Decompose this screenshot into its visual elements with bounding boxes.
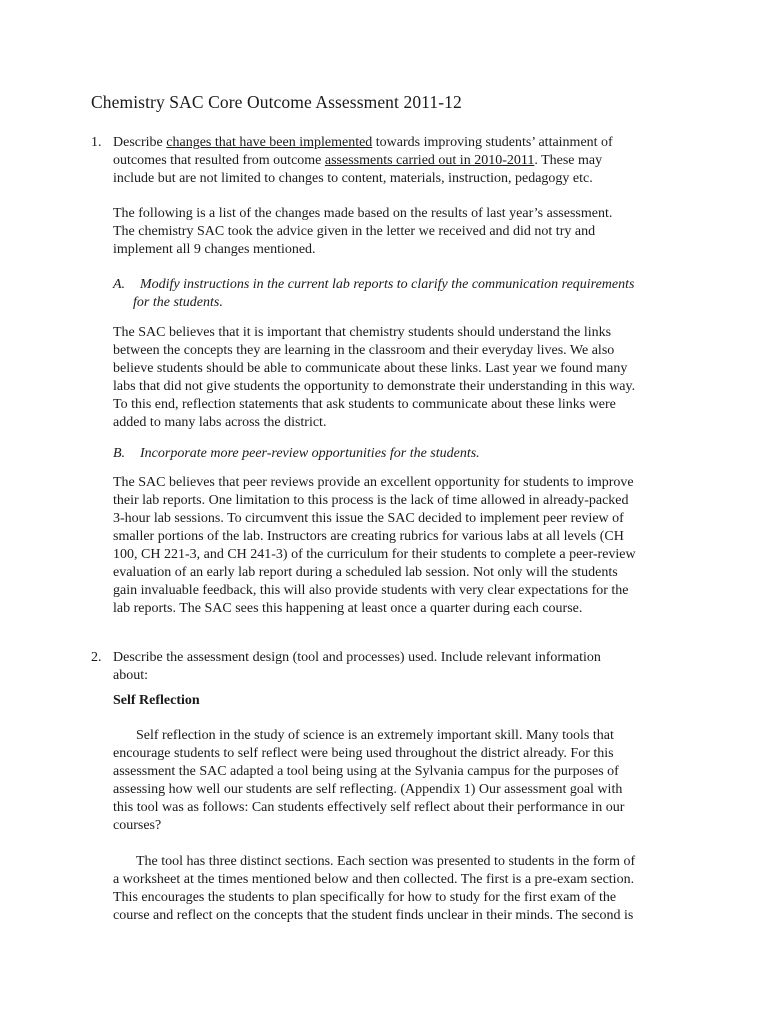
paragraph-b bbox=[113, 474, 636, 618]
question-2-text bbox=[113, 649, 601, 685]
text-line: The SAC believes that peer reviews provide an excellent opportunity for students to improve bbox=[113, 475, 634, 490]
question-2-number: 2. bbox=[91, 650, 102, 665]
paragraph-d bbox=[113, 853, 635, 925]
text-line: The following is a list of the changes made based on the results of last year’s assessment. bbox=[113, 206, 613, 221]
text-span: Describe bbox=[113, 135, 167, 150]
text-line: Self reflection in the study of science is an extremely important skill. Many tools that bbox=[136, 728, 614, 743]
text-line: labs that did not give students the opportunity to demonstrate their understanding in this way. bbox=[113, 379, 636, 394]
text-line: assessment the SAC adapted a tool being using at the Sylvania campus for the purposes of bbox=[113, 764, 619, 779]
text-line: include but are not limited to changes to content, materials, instruction, pedagogy etc. bbox=[113, 171, 593, 186]
text-line: course and reflect on the concepts that the student finds unclear in their minds. The second is bbox=[113, 908, 634, 923]
question-1-text bbox=[113, 134, 613, 188]
text-line: This encourages the students to plan specifically for how to study for the first exam of the bbox=[113, 890, 617, 905]
text-line: Modify instructions in the current lab reports to clarify the communication requirements bbox=[140, 277, 635, 292]
text-line bbox=[113, 152, 613, 170]
item-a-heading-cont bbox=[133, 294, 223, 312]
text-line: The SAC believes that it is important that chemistry students should understand the links bbox=[113, 325, 612, 340]
underlined-phrase: assessments carried out in 2010-2011 bbox=[324, 153, 535, 168]
text-line: for the students. bbox=[133, 295, 223, 310]
text-line: about: bbox=[113, 668, 148, 683]
text-line: lab reports. The SAC sees this happening at least once a quarter during each course. bbox=[113, 601, 583, 616]
text-line: added to many labs across the district. bbox=[113, 415, 327, 430]
item-b-heading: Incorporate more peer-review opportunities for the students. bbox=[140, 446, 480, 461]
text-line: evaluation of an early lab report during a scheduled lab session. Not only will the students bbox=[113, 565, 618, 580]
text-span: . These may bbox=[534, 153, 603, 168]
text-line: encourage students to self reflect were being used throughout the district already. For this bbox=[113, 746, 614, 761]
text-line: this tool was as follows: Can students effectively self reflect about their performance in our bbox=[113, 800, 625, 815]
item-a-marker: A. bbox=[113, 277, 126, 292]
item-b-marker: B. bbox=[113, 446, 126, 461]
text-line: To this end, reflection statements that ask students to communicate about these links were bbox=[113, 397, 616, 412]
text-line: The chemistry SAC took the advice given in the letter we received and did not try and bbox=[113, 224, 596, 239]
text-line: a worksheet at the times mentioned below and then collected. The first is a pre-exam section. bbox=[113, 872, 635, 887]
text-line: implement all 9 changes mentioned. bbox=[113, 242, 316, 257]
intro-paragraph bbox=[113, 205, 612, 259]
item-a-heading bbox=[140, 276, 634, 294]
text-span: outcomes that resulted from outcome bbox=[113, 153, 325, 168]
paragraph-c bbox=[113, 727, 624, 835]
text-line: between the concepts they are learning in the classroom and their everyday lives. We also bbox=[113, 343, 615, 358]
question-1-number: 1. bbox=[91, 135, 102, 150]
text-line: assessing how well our students are self reflecting. (Appendix 1) Our assessment goal with bbox=[113, 782, 623, 797]
underlined-phrase: changes that have been implemented bbox=[166, 135, 373, 150]
text-line: their lab reports. One limitation to this process is the lack of time allowed in already-packed bbox=[113, 493, 629, 508]
text-line bbox=[113, 134, 613, 152]
text-line: 100, CH 221-3, and CH 241-3) of the curriculum for their students to complete a peer-review bbox=[113, 547, 636, 562]
text-line: Describe the assessment design (tool and processes) used. Include relevant information bbox=[113, 650, 601, 665]
text-line: smaller portions of the lab. Instructors are creating rubrics for various labs at all levels (CH bbox=[113, 529, 624, 544]
paragraph-a bbox=[113, 324, 635, 432]
text-line: courses? bbox=[113, 818, 162, 833]
section-heading: Self Reflection bbox=[113, 693, 200, 708]
text-span: towards improving students’ attainment of bbox=[372, 135, 613, 150]
page-title: Chemistry SAC Core Outcome Assessment 2011-12 bbox=[91, 92, 462, 112]
text-line: gain invaluable feedback, this will also provide students with very clear expectations for the bbox=[113, 583, 629, 598]
text-line: The tool has three distinct sections. Each section was presented to students in the form of bbox=[136, 854, 636, 869]
text-line: 3-hour lab sessions. To circumvent this issue the SAC decided to implement peer review of bbox=[113, 511, 624, 526]
text-line: believe students should be able to communicate about these links. Last year we found many bbox=[113, 361, 628, 376]
